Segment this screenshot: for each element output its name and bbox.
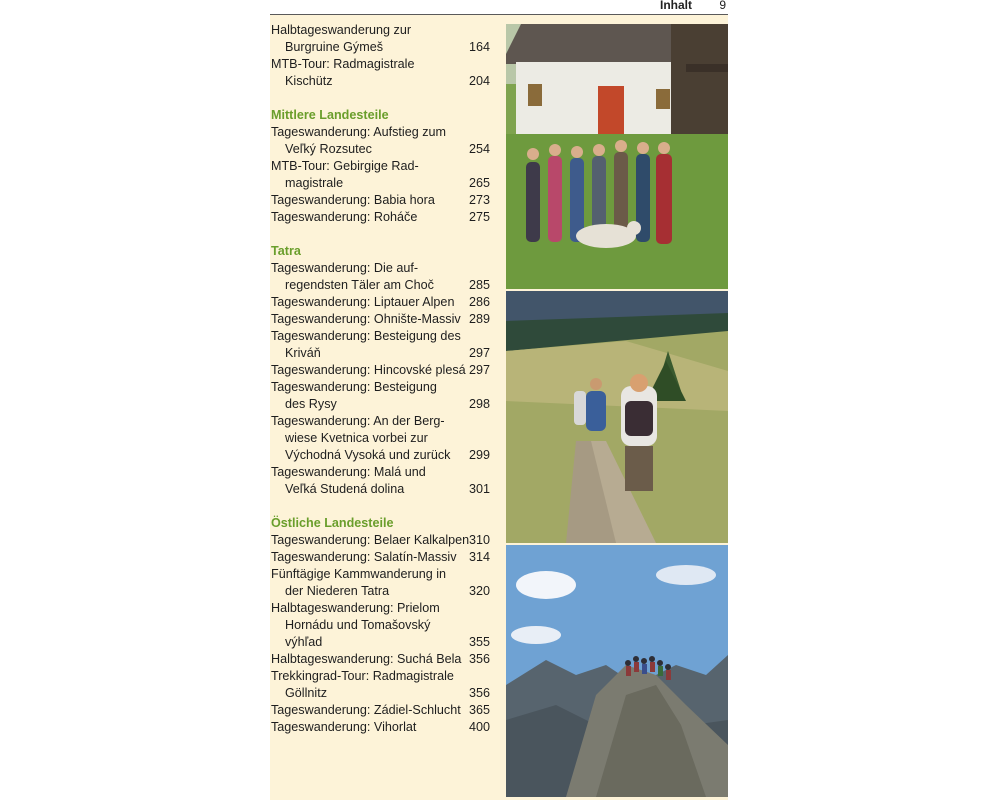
- toc-entry-page-number: 297: [468, 363, 490, 377]
- photo-group-farmhouse: [506, 24, 728, 289]
- toc-entry-title-line: regendsten Täler am Choč: [285, 278, 434, 292]
- toc-entry-title-line: Východná Vysoká und zurück: [285, 448, 451, 462]
- toc-entry[interactable]: [271, 22, 493, 56]
- toc-entry-title-line: Tageswanderung: Babia hora: [271, 193, 435, 207]
- toc-entry-title-line: Tageswanderung: Malá und: [271, 465, 426, 479]
- toc-entry[interactable]: [271, 379, 493, 413]
- toc-entry-title-line: Tageswanderung: Belaer Kalkalpen: [271, 533, 470, 547]
- toc-entry-page-number: 286: [468, 295, 490, 309]
- toc-entry[interactable]: [271, 311, 493, 328]
- toc-entry-title-line: Halbtageswanderung zur: [271, 23, 412, 37]
- toc-entry-title-line: MTB-Tour: Gebirgige Rad-: [271, 159, 419, 173]
- toc-entry-title-line: Tageswanderung: Aufstieg zum: [271, 125, 447, 139]
- toc-entry-page-number: 355: [468, 635, 490, 649]
- toc-entry-page-number: 297: [468, 346, 490, 360]
- toc-entry-page-number: 299: [468, 448, 490, 462]
- toc-entry-title-line: Göllnitz: [285, 686, 327, 700]
- toc-entry-page-number: 310: [468, 533, 490, 547]
- toc-entry-page-number: 273: [468, 193, 490, 207]
- toc-entry-page-number: 164: [468, 40, 490, 54]
- toc-entry[interactable]: [271, 549, 493, 566]
- toc-entry-page-number: 356: [468, 652, 490, 666]
- toc-entry[interactable]: [271, 651, 493, 668]
- photo-hikers-trail: [506, 291, 728, 543]
- toc-entry-title-line: Veľká Studená dolina: [285, 482, 405, 496]
- toc-entry-title-line: Tageswanderung: Besteigung: [271, 380, 437, 394]
- toc-entry-page-number: 356: [468, 686, 490, 700]
- toc-entry-title-line: Kischütz: [285, 74, 333, 88]
- toc-entry[interactable]: [271, 294, 493, 311]
- toc-section-heading: Tatra: [271, 244, 301, 258]
- toc-entry-title-line: Halbtageswanderung: Suchá Bela: [271, 652, 462, 666]
- toc-entry-title-line: Tageswanderung: Ohnište-Massiv: [271, 312, 461, 326]
- toc-entry-title-line: Hornádu und Tomašovský: [285, 618, 431, 632]
- toc-entry-page-number: 298: [468, 397, 490, 411]
- toc-entry[interactable]: [271, 328, 493, 362]
- toc-entry-page-number: 275: [468, 210, 490, 224]
- toc-entry-page-number: 314: [468, 550, 490, 564]
- toc-entry-page-number: 254: [468, 142, 490, 156]
- toc-entry-title-line: Tageswanderung: Roháče: [271, 210, 418, 224]
- toc-entry[interactable]: [271, 260, 493, 294]
- toc-entry-title-line: Tageswanderung: Liptauer Alpen: [271, 295, 455, 309]
- toc-entry-title-line: des Rysy: [285, 397, 337, 411]
- toc-section-heading: Östliche Landesteile: [271, 516, 394, 530]
- photo-mountain-summit: [506, 545, 728, 797]
- photo-column: [506, 24, 728, 797]
- toc-entry-title-line: Veľký Rozsutec: [285, 142, 372, 156]
- toc-entry-title-line: Tageswanderung: Besteigung des: [271, 329, 461, 343]
- toc-entry-title-line: Tageswanderung: Salatín-Massiv: [271, 550, 457, 564]
- toc-entry-page-number: 285: [468, 278, 490, 292]
- toc-entry-page-number: 265: [468, 176, 490, 190]
- toc-entry[interactable]: [271, 209, 493, 226]
- toc-entry-page-number: 320: [468, 584, 490, 598]
- toc-entry[interactable]: [271, 566, 493, 600]
- toc-entry[interactable]: [271, 158, 493, 192]
- toc-entry-title-line: Tageswanderung: Vihorlat: [271, 720, 417, 734]
- toc-entry-title-line: Tageswanderung: Die auf-: [271, 261, 419, 275]
- toc-entry[interactable]: [271, 702, 493, 719]
- toc-entry[interactable]: [271, 464, 493, 498]
- toc-entry[interactable]: [271, 413, 493, 464]
- toc-entry-page-number: 204: [468, 74, 490, 88]
- header-page-number: 9: [719, 0, 726, 12]
- toc-entry-title-line: der Niederen Tatra: [285, 584, 390, 598]
- toc-entry[interactable]: [271, 532, 493, 549]
- toc-entry[interactable]: [271, 56, 493, 90]
- table-of-contents: [271, 22, 493, 736]
- toc-entry-title-line: Trekkingrad-Tour: Radmagistrale: [271, 669, 454, 683]
- page-header: [270, 0, 728, 15]
- toc-section-heading: Mittlere Landesteile: [271, 108, 389, 122]
- header-title: Inhalt: [660, 0, 692, 12]
- toc-entry-title-line: výhľad: [285, 635, 323, 649]
- toc-entry-page-number: 400: [468, 720, 490, 734]
- toc-entry-page-number: 289: [468, 312, 490, 326]
- toc-entry-title-line: wiese Kvetnica vorbei zur: [285, 431, 428, 445]
- toc-entry-title-line: Burgruine Gýmeš: [285, 40, 383, 54]
- toc-entry-title-line: Tageswanderung: Zádiel-Schlucht: [271, 703, 461, 717]
- toc-entry[interactable]: [271, 362, 493, 379]
- toc-entry-page-number: 301: [468, 482, 490, 496]
- toc-entry[interactable]: [271, 124, 493, 158]
- toc-entry-title-line: Tageswanderung: Hincovské plesá: [271, 363, 466, 377]
- toc-entry-title-line: MTB-Tour: Radmagistrale: [271, 57, 415, 71]
- toc-entry[interactable]: [271, 192, 493, 209]
- toc-entry[interactable]: [271, 600, 493, 651]
- toc-entry-title-line: Kriváň: [285, 346, 321, 360]
- toc-entry-title-line: Halbtageswanderung: Prielom: [271, 601, 440, 615]
- toc-entry-page-number: 365: [468, 703, 490, 717]
- toc-entry[interactable]: [271, 668, 493, 702]
- toc-entry-title-line: magistrale: [285, 176, 344, 190]
- toc-entry[interactable]: [271, 719, 493, 736]
- toc-entry-title-line: Tageswanderung: An der Berg-: [271, 414, 445, 428]
- toc-entry-title-line: Fünftägige Kammwanderung in: [271, 567, 447, 581]
